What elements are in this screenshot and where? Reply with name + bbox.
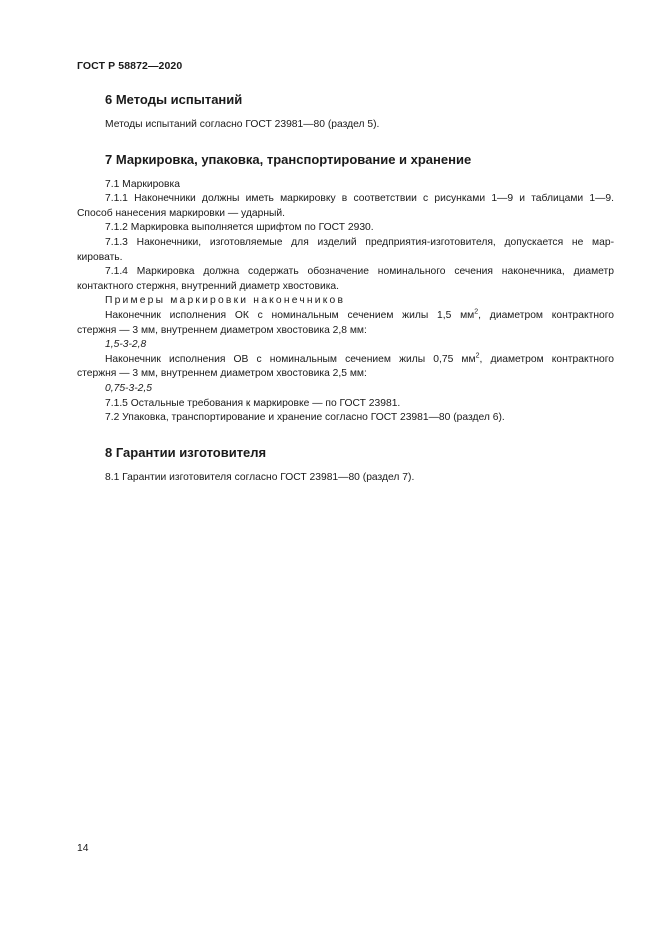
example-2-text: Наконечник исполнения ОВ с номинальным сечением жилы 0,75 мм bbox=[105, 353, 476, 365]
para-7-1-1-line1: 7.1.1 Наконечники должны иметь маркировку в соответствии с рисунками 1—9 и таблицами 1—9. bbox=[105, 193, 614, 205]
para-7-2: 7.2 Упаковка, транспортирование и хранение согласно ГОСТ 23981—80 (раздел 6). bbox=[105, 412, 505, 424]
para-7-1-4-line1: 7.1.4 Маркировка должна содержать обозначение номинального сечения наконечника, диаметр bbox=[105, 266, 614, 278]
section-6-text: Методы испытаний согласно ГОСТ 23981—80 (раздел 5). bbox=[105, 119, 380, 130]
example-1-superscript: 2 bbox=[474, 308, 479, 316]
para-7-1-5: 7.1.5 Остальные требования к маркировке — по ГОСТ 23981. bbox=[105, 397, 401, 409]
example-1-text-end: , диаметром контрактного bbox=[478, 309, 614, 321]
example-1-line2: стержня — 3 мм, внутреннем диаметром хвостовика 2,8 мм: bbox=[77, 324, 367, 336]
example-2-superscript: 2 bbox=[475, 352, 480, 360]
section-6-title: 6 Методы испытаний bbox=[105, 92, 243, 107]
section-7-title: 7 Маркировка, упаковка, транспортирование и хранение bbox=[105, 151, 472, 167]
example-2-line2: стержня — 3 мм, внутреннем диаметром хвостовика 2,5 мм: bbox=[77, 368, 367, 380]
example-2-line1 bbox=[77, 353, 614, 368]
examples-heading: Примеры маркировки наконечников bbox=[105, 295, 346, 307]
example-2-text-end: , диаметром контрактного bbox=[479, 353, 614, 365]
para-7-1-3-line2: кировать. bbox=[77, 251, 123, 263]
document-body bbox=[77, 92, 614, 485]
para-7-1-2: 7.1.2 Маркировка выполняется шрифтом по ГОСТ 2930. bbox=[105, 222, 374, 234]
para-7-1-4-line2: контактного стержня, внутренний диаметр хвостовика. bbox=[77, 280, 340, 292]
example-1-code: 1,5-3-2,8 bbox=[105, 339, 147, 351]
para-7-1: 7.1 Маркировка bbox=[105, 178, 180, 190]
para-8-1: 8.1 Гарантии изготовителя согласно ГОСТ 23981—80 (раздел 7). bbox=[105, 471, 415, 483]
document-header: ГОСТ Р 58872—2020 bbox=[77, 60, 183, 72]
page-number: 14 bbox=[77, 843, 89, 854]
para-7-1-1-line2: Способ нанесения маркировки — ударный. bbox=[77, 207, 286, 219]
example-1-line1 bbox=[77, 309, 614, 324]
section-8-title: 8 Гарантии изготовителя bbox=[105, 444, 267, 460]
example-1-text: Наконечник исполнения ОК с номинальным сечением жилы 1,5 мм bbox=[105, 309, 475, 321]
example-2-code: 0,75-3-2,5 bbox=[105, 382, 152, 394]
para-7-1-3-line1: 7.1.3 Наконечники, изготовляемые для изделий предприятия-изготовителя, допускается не мар- bbox=[105, 236, 614, 248]
